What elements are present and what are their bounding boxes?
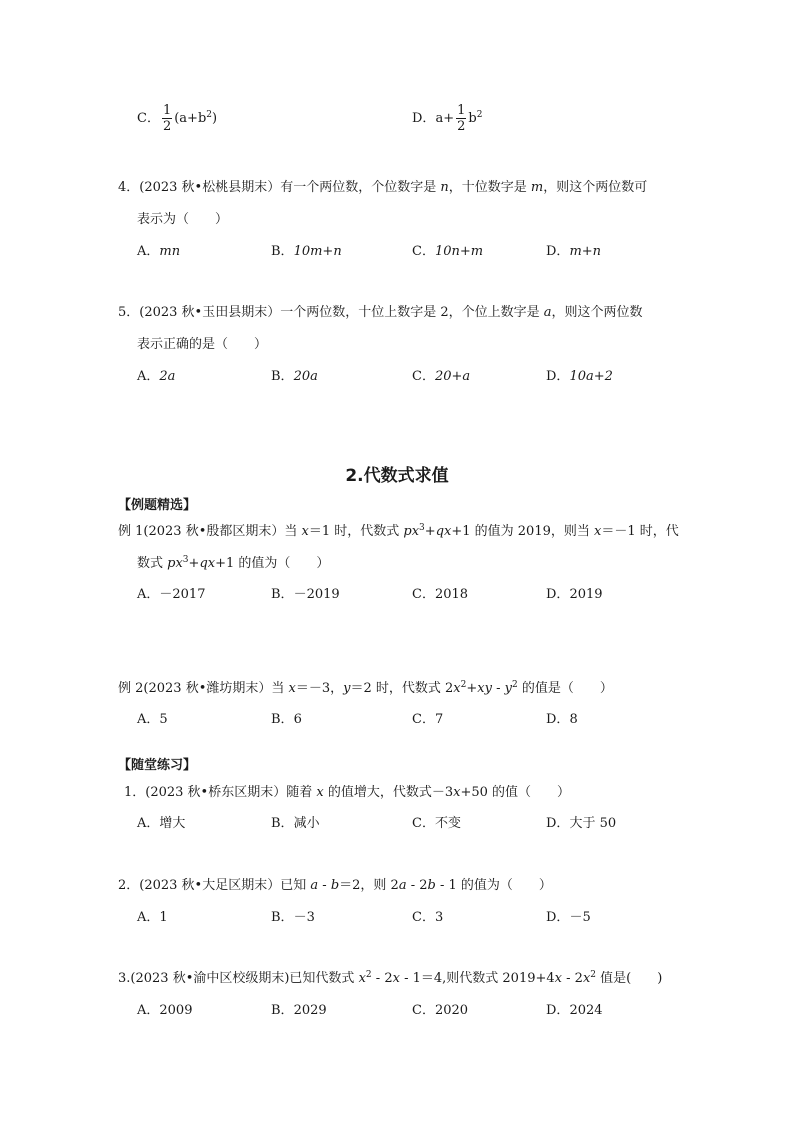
ex1-option-a[interactable] xyxy=(137,583,205,602)
text: ，则这个两位数可 xyxy=(543,180,648,195)
q5-option-d[interactable] xyxy=(546,365,613,384)
option-value: －2019 xyxy=(293,587,340,602)
variable: x xyxy=(358,971,366,986)
superscript: 3 xyxy=(182,555,189,565)
option-value: 10n+m xyxy=(434,244,484,259)
text: - 2 xyxy=(562,971,583,986)
option-label: D． xyxy=(546,910,570,925)
text: 4．(2023 秋•松桃县期末）有一个两位数，个位数字是 xyxy=(118,180,441,195)
text: ＝2，则 2 xyxy=(339,878,399,893)
p3-stem-line1 xyxy=(118,967,662,986)
text: + xyxy=(424,524,436,539)
option-value: mn xyxy=(159,244,181,259)
option-label: D． xyxy=(546,712,570,727)
superscript: 2 xyxy=(476,110,483,120)
q5-stem-line2: 表示正确的是（ ） xyxy=(137,337,268,352)
variable: b xyxy=(427,878,436,893)
option-value: 不变 xyxy=(434,816,461,831)
p1-stem-line1 xyxy=(124,781,570,800)
p3-option-b[interactable] xyxy=(271,999,327,1018)
option-label: B． xyxy=(271,910,294,925)
p2-option-b[interactable] xyxy=(271,906,315,925)
prev-option-d xyxy=(412,104,482,133)
superscript: 3 xyxy=(419,523,425,533)
option-label: C． xyxy=(412,910,435,925)
option-value: 2029 xyxy=(293,1003,327,1018)
ex1-option-d[interactable] xyxy=(546,583,603,602)
q5-stem-line1 xyxy=(118,301,643,320)
p1-option-a[interactable] xyxy=(137,812,185,831)
option-value: 2009 xyxy=(159,1003,193,1018)
option-label: C． xyxy=(412,244,435,259)
option-label: C． xyxy=(412,712,435,727)
option-text: ) xyxy=(212,111,218,126)
option-text: b xyxy=(468,111,477,126)
variable: x xyxy=(453,681,461,696)
p1-option-d[interactable] xyxy=(546,812,616,831)
option-value: 2a xyxy=(159,369,176,384)
variable: x xyxy=(392,971,400,986)
option-value: 3 xyxy=(434,910,444,925)
p3-option-c[interactable] xyxy=(412,999,468,1018)
text: 例 1(2023 秋•殷都区期末）当 xyxy=(118,524,302,539)
text: ＝－3， xyxy=(295,681,344,696)
option-value: －3 xyxy=(293,910,315,925)
text: - 2 xyxy=(406,878,428,893)
option-value: 20a xyxy=(293,369,318,384)
text: +1 的值为（ ） xyxy=(215,556,330,571)
text: + xyxy=(466,681,478,696)
variable: a xyxy=(543,305,552,320)
ex2-stem-line1 xyxy=(118,677,613,696)
variable: x xyxy=(582,971,591,986)
option-value: 20+a xyxy=(434,369,471,384)
option-label: B． xyxy=(271,712,294,727)
variable: a xyxy=(398,878,407,893)
text: - 1＝4,则代数式 2019+4 xyxy=(399,971,555,986)
option-label: A． xyxy=(137,816,160,831)
option-value: 10m+n xyxy=(293,244,342,259)
p3-option-d[interactable] xyxy=(546,999,603,1018)
q4-stem-line1 xyxy=(118,176,647,195)
p3-option-a[interactable] xyxy=(137,999,192,1018)
text: 例 2(2023 秋•潍坊期末）当 xyxy=(118,681,289,696)
text: - xyxy=(491,681,505,696)
superscript: 2 xyxy=(512,680,518,690)
q4-option-c[interactable] xyxy=(412,240,483,259)
q5-option-c[interactable] xyxy=(412,365,470,384)
p2-option-c[interactable] xyxy=(412,906,443,925)
q4-option-a[interactable] xyxy=(137,240,180,259)
ex1-option-c[interactable] xyxy=(412,583,468,602)
option-text: a+ xyxy=(435,111,455,126)
variable: b xyxy=(330,878,340,893)
option-value: m+n xyxy=(569,244,602,259)
practice-tag: 【随堂练习】 xyxy=(118,758,197,773)
text: 3.(2023 秋•渝中区校级期末)已知代数式 xyxy=(118,971,359,986)
superscript: 2 xyxy=(590,970,597,980)
option-label: B． xyxy=(271,244,294,259)
option-label: A． xyxy=(137,369,160,384)
option-value: 2024 xyxy=(569,1003,603,1018)
option-label: D． xyxy=(546,1003,570,1018)
text: ＝－1 时，代 xyxy=(601,524,679,539)
variable: x xyxy=(594,524,602,539)
variable: x xyxy=(301,524,309,539)
text: 值是( ) xyxy=(596,971,663,986)
p2-option-d[interactable] xyxy=(546,906,591,925)
fraction xyxy=(456,104,466,133)
option-label: D． xyxy=(546,369,570,384)
ex1-option-b[interactable] xyxy=(271,583,340,602)
option-value: －5 xyxy=(569,910,591,925)
p1-option-c[interactable] xyxy=(412,812,461,831)
p2-stem-line1 xyxy=(118,874,552,893)
variable: xy xyxy=(477,681,492,696)
option-value: 8 xyxy=(569,712,578,727)
option-label: C． xyxy=(412,1003,435,1018)
fraction-numerator: 1 xyxy=(162,103,172,118)
text: 的值是（ ） xyxy=(517,681,613,696)
q4-stem-line2: 表示为（ ） xyxy=(137,212,229,227)
option-value: 7 xyxy=(434,712,444,727)
ex1-stem-line1 xyxy=(118,520,679,539)
fraction xyxy=(162,104,172,133)
p1-option-b[interactable] xyxy=(271,812,320,831)
option-value: 1 xyxy=(159,910,168,925)
option-text: (a+b xyxy=(174,111,207,126)
fraction-numerator: 1 xyxy=(457,103,466,118)
superscript: 2 xyxy=(206,110,213,120)
option-value: 大于 50 xyxy=(569,816,617,831)
option-label: C． xyxy=(412,816,435,831)
option-label: C． xyxy=(412,369,435,384)
q5-option-b[interactable] xyxy=(271,365,318,384)
variable: px xyxy=(167,556,183,571)
option-value: 减小 xyxy=(293,816,320,831)
variable: x xyxy=(554,971,562,986)
variable: n xyxy=(440,180,449,195)
variable: qx xyxy=(199,556,216,571)
text: +1 的值为 2019，则当 xyxy=(451,524,594,539)
ex2-option-d[interactable] xyxy=(546,708,578,727)
text: + xyxy=(188,556,200,571)
text: 1．(2023 秋•桥东区期末）随着 xyxy=(124,785,317,800)
fraction-denominator: 2 xyxy=(162,119,172,134)
option-label: D． xyxy=(546,587,570,602)
option-label: A． xyxy=(137,587,160,602)
option-value: －2017 xyxy=(159,587,206,602)
option-value: 10a+2 xyxy=(569,369,613,384)
option-label: A． xyxy=(137,712,160,727)
section-title: 2.代数式求值 xyxy=(345,466,449,486)
text: ，则这个两位数 xyxy=(551,305,643,320)
ex2-option-a[interactable] xyxy=(137,708,168,727)
superscript: 2 xyxy=(460,680,467,690)
option-label: B． xyxy=(271,1003,294,1018)
variable: a xyxy=(310,878,319,893)
option-value: 2020 xyxy=(434,1003,469,1018)
option-label: A． xyxy=(137,244,160,259)
prev-option-c xyxy=(137,104,217,133)
option-value: 增大 xyxy=(159,816,186,831)
text: 数式 xyxy=(137,556,168,571)
text: ＝1 时，代数式 xyxy=(308,524,404,539)
q4-option-d[interactable] xyxy=(546,240,601,259)
text: 5．(2023 秋•玉田县期末）一个两位数，十位上数字是 2，个位上数字是 xyxy=(118,305,544,320)
option-label: B． xyxy=(271,587,294,602)
variable: m xyxy=(530,180,544,195)
q4-option-b[interactable] xyxy=(271,240,342,259)
option-value: 6 xyxy=(293,712,302,727)
option-label: B． xyxy=(271,369,294,384)
text: ，十位数字是 xyxy=(448,180,531,195)
option-value: 2019 xyxy=(569,587,603,602)
variable: qx xyxy=(435,524,452,539)
option-value: 5 xyxy=(159,712,168,727)
variable: y xyxy=(504,681,512,696)
p2-option-a[interactable] xyxy=(137,906,168,925)
option-label: C． xyxy=(137,111,160,126)
text: 2．(2023 秋•大足区期末）已知 xyxy=(118,878,311,893)
variable: y xyxy=(343,681,351,696)
text: +50 的值（ ） xyxy=(460,785,571,800)
superscript: 2 xyxy=(365,970,372,980)
variable: px xyxy=(403,524,420,539)
variable: x xyxy=(453,785,461,800)
variable: x xyxy=(288,681,296,696)
ex1-stem-line2 xyxy=(137,552,329,571)
variable: x xyxy=(316,785,324,800)
fraction-denominator: 2 xyxy=(457,119,466,134)
text: - xyxy=(318,878,331,893)
option-label: D． xyxy=(412,111,436,126)
text: - 2 xyxy=(371,971,393,986)
text: ＝2 时，代数式 2 xyxy=(350,681,454,696)
option-label: D． xyxy=(546,244,570,259)
q5-option-a[interactable] xyxy=(137,365,175,384)
option-label: D． xyxy=(546,816,570,831)
option-label: B． xyxy=(271,816,294,831)
option-value: 2018 xyxy=(434,587,469,602)
option-label: A． xyxy=(137,910,160,925)
text: 的值增大，代数式－3 xyxy=(323,785,454,800)
ex2-option-b[interactable] xyxy=(271,708,302,727)
option-label: A． xyxy=(137,1003,160,1018)
ex2-option-c[interactable] xyxy=(412,708,443,727)
text: - 1 的值为（ ） xyxy=(435,878,552,893)
option-label: C． xyxy=(412,587,435,602)
example-tag: 【例题精选】 xyxy=(118,498,197,513)
